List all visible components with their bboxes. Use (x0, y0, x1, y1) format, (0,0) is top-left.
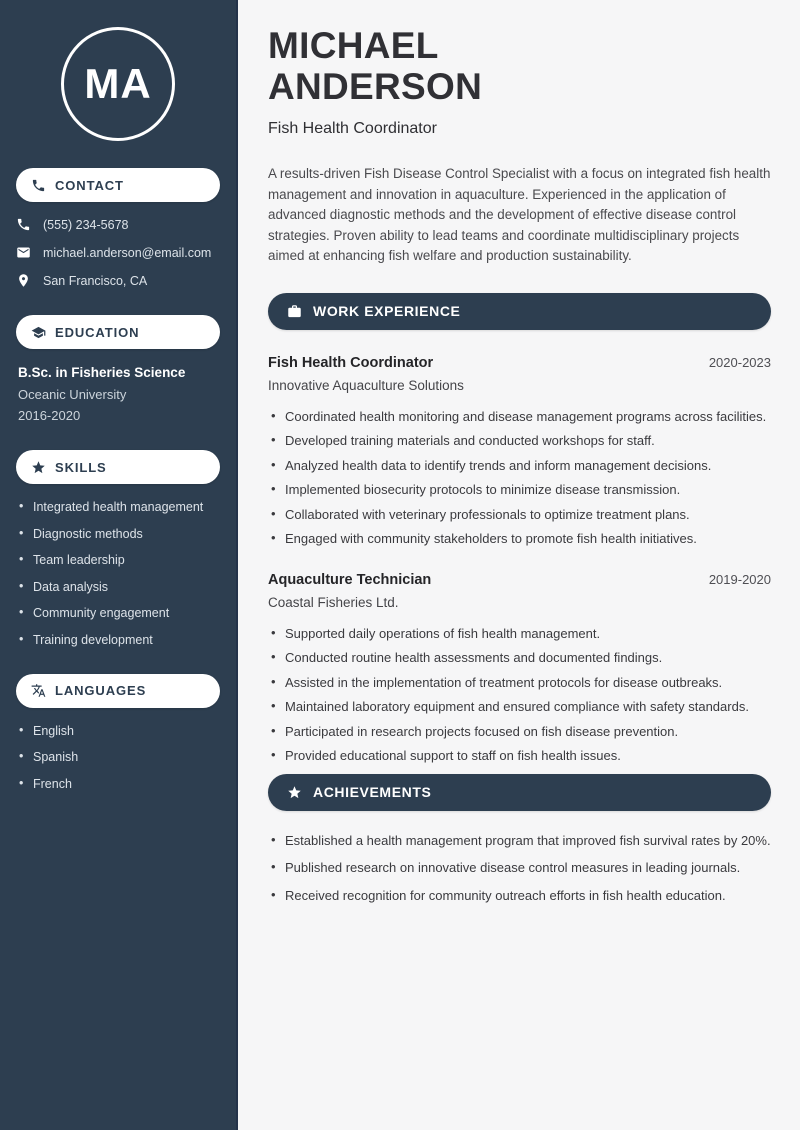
mail-icon (16, 245, 31, 260)
skill-item: • Diagnostic methods (18, 527, 220, 541)
skills-section-header (16, 450, 220, 484)
job-bullet: • Conducted routine health assessments and documented findings. (268, 650, 771, 666)
languages-list (16, 724, 220, 791)
achievements-list (268, 833, 771, 904)
achievements-title: ACHIEVEMENTS (313, 784, 432, 800)
job-dates: 2019-2020 (708, 571, 771, 587)
job-title: Fish Health Coordinator (268, 354, 434, 371)
job-header (268, 572, 771, 588)
job-bullet: • Engaged with community stakeholders to promote fish health initiatives. (268, 531, 771, 547)
job-bullet: • Analyzed health data to identify trends and inform management decisions. (268, 458, 771, 474)
education-entry (16, 365, 220, 423)
star-icon (31, 460, 46, 475)
job-bullet: • Collaborated with veterinary professionals to optimize treatment plans. (268, 507, 771, 523)
contact-item-phone (16, 217, 220, 232)
job-dates: 2020-2023 (708, 354, 771, 370)
job-bullet: • Participated in research projects focused on fish disease prevention. (268, 724, 771, 740)
job-bullet: • Supported daily operations of fish health management. (268, 626, 771, 642)
achievements-header (268, 774, 771, 811)
job-entry (268, 572, 771, 764)
profile-summary: A results-driven Fish Disease Control Specialist with a focus on integrated fish health management and innovation in aquaculture. Experienced in the application of advanced diagnostic methods and the development of effective disease control strategies. Proven ability to lead teams and coordinate multidisciplinary projects aimed at enhancing fish welfare and production sustainability. (268, 166, 771, 263)
last-name: ANDERSON (268, 66, 483, 107)
person-name (268, 25, 771, 107)
achievement-bullet: • Received recognition for community outreach efforts in fish health education. (268, 888, 771, 904)
education-school: Oceanic University (18, 387, 127, 402)
contact-item-email (16, 245, 220, 260)
skill-item: • Data analysis (18, 580, 220, 594)
language-item: • English (18, 724, 220, 738)
phone-icon (16, 217, 31, 232)
star-icon (287, 785, 302, 800)
job-bullet: • Coordinated health monitoring and disease management programs across facilities. (268, 409, 771, 425)
contact-section-header (16, 168, 220, 202)
achievement-bullet: • Published research on innovative disease control measures in leading journals. (268, 860, 771, 876)
work-experience-title: WORK EXPERIENCE (313, 303, 461, 319)
education-section-title: EDUCATION (55, 324, 140, 340)
skill-item: • Training development (18, 633, 220, 647)
job-bullet: • Maintained laboratory equipment and ensured compliance with safety standards. (268, 699, 771, 715)
skill-item: • Integrated health management (18, 500, 220, 514)
skills-section-title: SKILLS (55, 459, 107, 475)
skill-item: • Team leadership (18, 553, 220, 567)
job-bullet: • Provided educational support to staff on fish health issues. (268, 748, 771, 764)
languages-section-header (16, 674, 220, 708)
person-job-title: Fish Health Coordinator (268, 120, 437, 137)
skill-item: • Community engagement (18, 606, 220, 620)
email-address: michael.anderson@email.com (43, 245, 212, 260)
contact-section-title: CONTACT (55, 177, 124, 193)
graduation-cap-icon (31, 325, 46, 340)
job-header (268, 355, 771, 371)
work-experience-header (268, 293, 771, 330)
job-title: Aquaculture Technician (268, 571, 432, 588)
education-years: 2016-2020 (18, 408, 81, 423)
languages-section-title: LANGUAGES (55, 683, 147, 698)
translate-icon (31, 683, 46, 698)
avatar-initials: MA (84, 60, 152, 107)
job-bullet: • Assisted in the implementation of treatment protocols for disease outbreaks. (268, 675, 771, 691)
language-item: • Spanish (18, 750, 220, 764)
job-company: Coastal Fisheries Ltd. (268, 594, 399, 610)
achievement-bullet: • Established a health management program that improved fish survival rates by 20%. (268, 833, 771, 849)
skills-list (16, 500, 220, 647)
phone-icon (31, 178, 46, 193)
avatar (61, 27, 175, 141)
job-company: Innovative Aquaculture Solutions (268, 377, 464, 393)
sidebar (0, 0, 238, 1130)
job-bullet-list (268, 626, 771, 764)
contact-item-location (16, 273, 220, 288)
job-bullet: • Implemented biosecurity protocols to minimize disease transmission. (268, 482, 771, 498)
education-degree: B.Sc. in Fisheries Science (18, 365, 186, 380)
language-item: • French (18, 777, 220, 791)
location-text: San Francisco, CA (43, 273, 148, 288)
phone-number: (555) 234-5678 (43, 217, 129, 232)
first-name: MICHAEL (268, 25, 439, 66)
job-entry (268, 355, 771, 547)
location-pin-icon (16, 273, 31, 288)
contact-list (16, 217, 220, 288)
briefcase-icon (287, 304, 302, 319)
job-bullet-list (268, 409, 771, 547)
job-bullet: • Developed training materials and conducted workshops for staff. (268, 433, 771, 449)
main-content (238, 0, 800, 1130)
education-section-header (16, 315, 220, 349)
